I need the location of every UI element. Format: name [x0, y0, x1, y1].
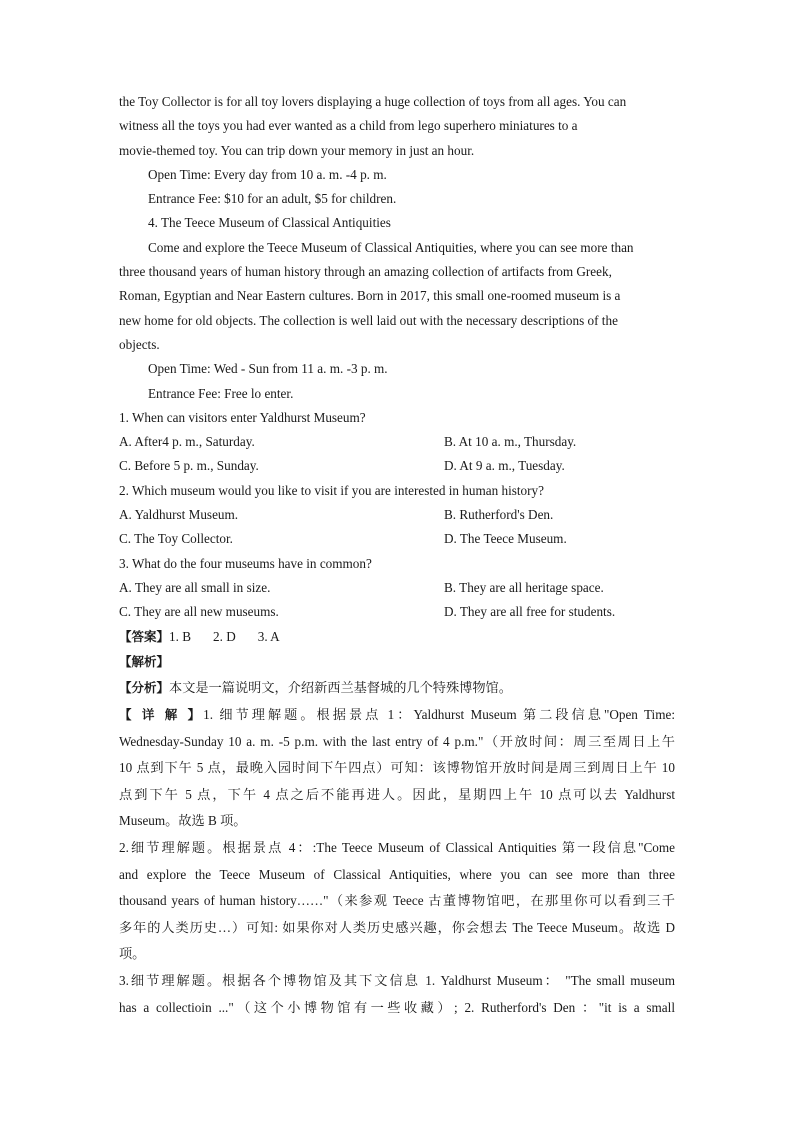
- text-line: 3.细节理解题。根据各个博物馆及其下文信息 1. Yaldhurst Museum： "The small museum: [119, 972, 675, 988]
- text-line: 项。: [119, 946, 146, 962]
- text-line: 多年的人类历史…）可知: 如果你对人类历史感兴趣，你会想去 The Teece Museum。故选 D: [119, 919, 675, 935]
- text-line: Come and explore the Teece Museum of Classical Antiquities, where you can see more than: [148, 239, 634, 255]
- passage-paragraph-teece: [119, 236, 675, 406]
- text-line: three thousand years of human history through an amazing collection of artifacts from Greek,: [119, 264, 612, 280]
- question-1: [119, 406, 675, 479]
- analysis-intro: [119, 675, 675, 702]
- option-c: C. The Toy Collector.: [119, 531, 233, 547]
- analysis-label-line: [119, 649, 675, 676]
- text-line: 10 点到下午 5 点，最晚入园时间下午四点）可知：该博物馆开放时间是周三到周日上午 10: [119, 760, 675, 776]
- question-2: [119, 479, 675, 552]
- text-line: has a collectioin ..."（这个小博物馆有一些收藏）; 2. Rutherford's Den ："it is a small: [119, 999, 675, 1015]
- text-line: witness all the toys you had ever wanted as a child from lego superhero miniatures to a: [119, 118, 578, 134]
- text-line: Wednesday-Sunday 10 a. m. -5 p.m. with the last entry of 4 p.m."（开放时间：周三至周日上午: [119, 733, 675, 749]
- detail-text: 1. 细节理解题。根据景点 1：Yaldhurst Museum 第二段信息"Open Time:: [203, 707, 675, 723]
- section-heading: 4. The Teece Museum of Classical Antiquities: [148, 215, 391, 231]
- text-line: movie-themed toy. You can trip down your memory in just an hour.: [119, 142, 475, 158]
- option-a: A. Yaldhurst Museum.: [119, 507, 239, 523]
- open-time: Open Time: Wed - Sun from 11 a. m. -3 p. m.: [148, 361, 388, 377]
- analysis-q3: [119, 968, 675, 1021]
- answer-label: 【答案】: [119, 628, 170, 644]
- analysis-label: 【解析】: [119, 653, 170, 669]
- text-line: new home for old objects. The collection is well laid out with the necessary descriptions of the: [119, 312, 618, 328]
- intro-label: 【分析】: [119, 680, 170, 696]
- option-d: D. They are all free for students.: [444, 604, 616, 620]
- option-a: A. After4 p. m., Saturday.: [119, 434, 255, 450]
- text-line: Roman, Egyptian and Near Eastern cultures. Born in 2017, this small one-roomed museum is a: [119, 288, 621, 304]
- text-line: [119, 702, 675, 729]
- analysis-q1: [119, 702, 675, 835]
- answer-item: 3. A: [257, 628, 280, 644]
- entrance-fee: Entrance Fee: Free lo enter.: [148, 385, 294, 401]
- option-b: B. Rutherford's Den.: [444, 507, 554, 523]
- text-line: thousand years of human history……"（来参观 Teece 古董博物馆吧，在那里你可以看到三千: [119, 893, 675, 909]
- question-stem: 3. What do the four museums have in common?: [119, 555, 372, 571]
- document-page: [119, 90, 675, 1021]
- answer-line: [119, 625, 675, 649]
- analysis-q2: [119, 835, 675, 968]
- question-stem: 1. When can visitors enter Yaldhurst Museum?: [119, 409, 366, 425]
- option-a: A. They are all small in size.: [119, 579, 271, 595]
- question-stem: 2. Which museum would you like to visit if you are interested in human history?: [119, 482, 544, 498]
- option-c: C. They are all new museums.: [119, 604, 279, 620]
- text-line: the Toy Collector is for all toy lovers displaying a huge collection of toys from all ages. You can: [119, 94, 627, 109]
- answer-item: 2. D: [213, 628, 236, 644]
- option-b: B. At 10 a. m., Thursday.: [444, 434, 577, 450]
- open-time: Open Time: Every day from 10 a. m. -4 p. m.: [148, 166, 387, 182]
- question-3: [119, 552, 675, 625]
- passage-paragraph-toy-collector: [119, 90, 675, 211]
- option-c: C. Before 5 p. m., Sunday.: [119, 458, 259, 474]
- text-line: objects.: [119, 336, 160, 352]
- text-line: and explore the Teece Museum of Classical Antiquities, where you can see more than three: [119, 866, 675, 882]
- option-d: D. The Teece Museum.: [444, 531, 567, 547]
- option-b: B. They are all heritage space.: [444, 579, 604, 595]
- answer-item: 1. B: [169, 628, 191, 644]
- option-d: D. At 9 a. m., Tuesday.: [444, 458, 565, 474]
- detail-label: 【 详 解 】: [119, 707, 204, 723]
- text-line: 2.细节理解题。根据景点 4：:The Teece Museum of Classical Antiquities 第一段信息"Come: [119, 839, 675, 855]
- intro-text: 本文是一篇说明文，介绍新西兰基督城的几个特殊博物馆。: [169, 680, 512, 696]
- entrance-fee: Entrance Fee: $10 for an adult, $5 for children.: [148, 191, 397, 207]
- text-line: Museum。故选 B 项。: [119, 813, 247, 829]
- text-line: 点到下午 5 点，下午 4 点之后不能再进人。因此，星期四上午 10 点可以去 Yaldhurst: [119, 786, 675, 802]
